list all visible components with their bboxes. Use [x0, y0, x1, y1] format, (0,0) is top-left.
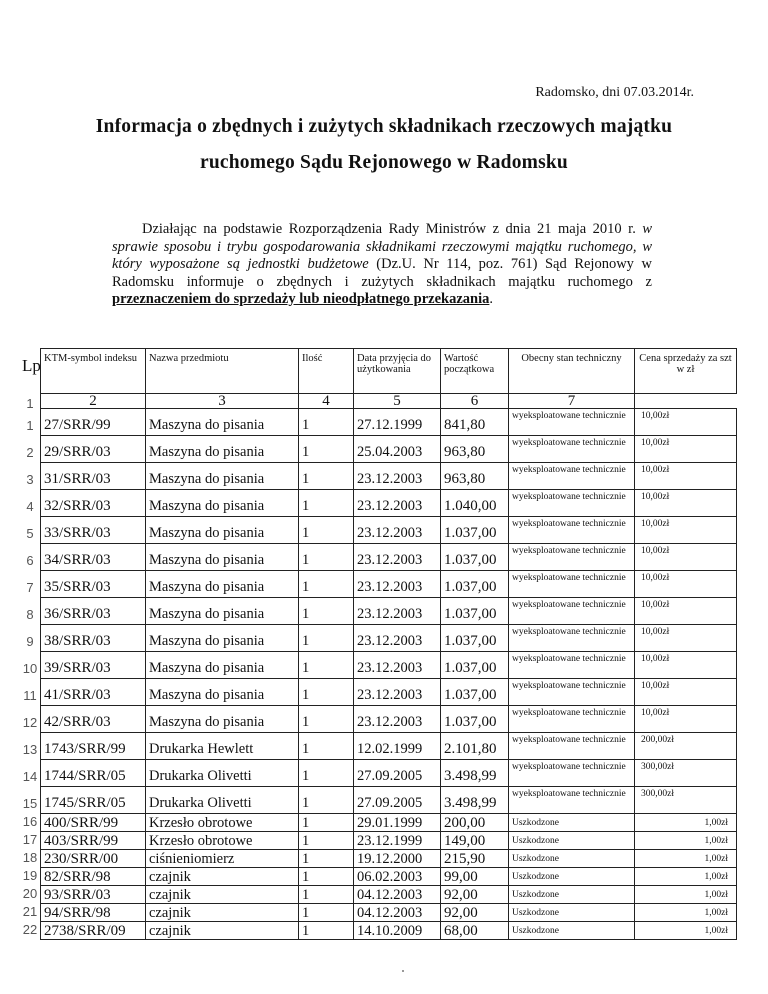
- name-cell: Drukarka Hewlett: [146, 733, 299, 760]
- date-cell: 27.09.2005: [354, 760, 441, 787]
- name-cell: Maszyna do pisania: [146, 544, 299, 571]
- intro-text-3: (Dz.U. Nr 114, poz. 761) Sąd Rejonowy w Radomsku informuje o zbędnych i zużytych składnikach majątku ruchomego z: [112, 256, 652, 290]
- lp-number: 5: [26, 526, 34, 541]
- assets-table-body: [41, 409, 737, 940]
- ktm-cell: 32/SRR/03: [41, 490, 146, 517]
- qty-cell: 1: [299, 886, 354, 904]
- lp-number: 8: [26, 607, 34, 622]
- qty-cell: 1: [299, 598, 354, 625]
- state-cell: wyeksploatowane technicznie: [509, 409, 635, 436]
- state-cell: wyeksploatowane technicznie: [509, 544, 635, 571]
- qty-cell: 1: [299, 922, 354, 940]
- lp-number: 13: [22, 742, 38, 757]
- intro-text-1: Działając na podstawie Rozporządzenia Rady Ministrów z dnia 21 maja 2010 r.: [142, 221, 643, 237]
- ktm-cell: 230/SRR/00: [41, 850, 146, 868]
- value-cell: 3.498,99: [441, 760, 509, 787]
- value-cell: 149,00: [441, 832, 509, 850]
- header-name: Nazwa przedmiotu: [146, 349, 299, 394]
- value-cell: 2.101,80: [441, 733, 509, 760]
- qty-cell: 1: [299, 463, 354, 490]
- state-cell: Uszkodzone: [509, 922, 635, 940]
- table-row: [41, 760, 737, 787]
- price-cell: 10,00zł: [635, 598, 737, 625]
- name-cell: Maszyna do pisania: [146, 463, 299, 490]
- price-cell: 10,00zł: [635, 409, 737, 436]
- qty-cell: 1: [299, 571, 354, 598]
- name-cell: ciśnieniomierz: [146, 850, 299, 868]
- price-cell: 1,00zł: [635, 814, 737, 832]
- value-cell: 99,00: [441, 868, 509, 886]
- state-cell: wyeksploatowane technicznie: [509, 463, 635, 490]
- intro-text-italic: w sprawie sposobu i trybu gospodarowania składnikami rzeczowymi majątku ruchomego, w który wyposażone są jednostki budżetowe: [112, 221, 652, 272]
- name-cell: Drukarka Olivetti: [146, 787, 299, 814]
- lp-number: 7: [26, 580, 34, 595]
- ktm-cell: 38/SRR/03: [41, 625, 146, 652]
- table-row: [41, 886, 737, 904]
- state-cell: wyeksploatowane technicznie: [509, 760, 635, 787]
- column-number-row: [41, 394, 737, 409]
- date-cell: 12.02.1999: [354, 733, 441, 760]
- value-cell: 200,00: [441, 814, 509, 832]
- scan-speck: [402, 970, 404, 972]
- price-cell: 10,00zł: [635, 490, 737, 517]
- ktm-cell: 2738/SRR/09: [41, 922, 146, 940]
- name-cell: Krzesło obrotowe: [146, 832, 299, 850]
- header-ktm: KTM-symbol indeksu: [41, 349, 146, 394]
- state-cell: wyeksploatowane technicznie: [509, 787, 635, 814]
- header-qty: Ilość: [299, 349, 354, 394]
- value-cell: 963,80: [441, 436, 509, 463]
- name-cell: Maszyna do pisania: [146, 436, 299, 463]
- table-row: [41, 625, 737, 652]
- assets-table: [40, 348, 737, 940]
- value-cell: 1.037,00: [441, 706, 509, 733]
- date-cell: 23.12.2003: [354, 517, 441, 544]
- value-cell: 1.037,00: [441, 571, 509, 598]
- name-cell: Maszyna do pisania: [146, 598, 299, 625]
- state-cell: Uszkodzone: [509, 814, 635, 832]
- document-title-line2: ruchomego Sądu Rejonowego w Radomsku: [200, 152, 568, 173]
- ktm-cell: 41/SRR/03: [41, 679, 146, 706]
- table-row: [41, 463, 737, 490]
- table-row: [41, 436, 737, 463]
- date-cell: 04.12.2003: [354, 904, 441, 922]
- price-cell: 200,00zł: [635, 733, 737, 760]
- ktm-cell: 29/SRR/03: [41, 436, 146, 463]
- table-row: [41, 850, 737, 868]
- ktm-cell: 35/SRR/03: [41, 571, 146, 598]
- price-cell: 10,00zł: [635, 679, 737, 706]
- price-cell: 1,00zł: [635, 850, 737, 868]
- header-value: Wartość początkowa: [441, 349, 509, 394]
- qty-cell: 1: [299, 904, 354, 922]
- value-cell: 1.037,00: [441, 544, 509, 571]
- state-cell: Uszkodzone: [509, 904, 635, 922]
- price-cell: 10,00zł: [635, 463, 737, 490]
- table-row: [41, 598, 737, 625]
- ktm-cell: 400/SRR/99: [41, 814, 146, 832]
- price-cell: 300,00zł: [635, 760, 737, 787]
- name-cell: czajnik: [146, 886, 299, 904]
- lp-number: 18: [22, 850, 38, 865]
- table-row: [41, 787, 737, 814]
- value-cell: 1.037,00: [441, 679, 509, 706]
- name-cell: Krzesło obrotowe: [146, 814, 299, 832]
- qty-cell: 1: [299, 517, 354, 544]
- table-row: [41, 652, 737, 679]
- price-cell: 10,00zł: [635, 517, 737, 544]
- state-cell: wyeksploatowane technicznie: [509, 436, 635, 463]
- table-row: [41, 922, 737, 940]
- lp-number: 16: [22, 814, 38, 829]
- qty-cell: 1: [299, 679, 354, 706]
- price-cell: 10,00zł: [635, 571, 737, 598]
- value-cell: 1.037,00: [441, 625, 509, 652]
- qty-cell: 1: [299, 832, 354, 850]
- value-cell: 92,00: [441, 886, 509, 904]
- value-cell: 215,90: [441, 850, 509, 868]
- column-number: 6: [441, 394, 509, 409]
- date-cell: 19.12.2000: [354, 850, 441, 868]
- table-row: [41, 832, 737, 850]
- date-cell: 23.12.2003: [354, 544, 441, 571]
- state-cell: Uszkodzone: [509, 850, 635, 868]
- name-cell: Maszyna do pisania: [146, 517, 299, 544]
- value-cell: 68,00: [441, 922, 509, 940]
- ktm-cell: 31/SRR/03: [41, 463, 146, 490]
- qty-cell: 1: [299, 436, 354, 463]
- date-cell: 25.04.2003: [354, 436, 441, 463]
- qty-cell: 1: [299, 850, 354, 868]
- lp-number: 17: [22, 832, 38, 847]
- ktm-cell: 33/SRR/03: [41, 517, 146, 544]
- state-cell: wyeksploatowane technicznie: [509, 652, 635, 679]
- qty-cell: 1: [299, 814, 354, 832]
- price-cell: 10,00zł: [635, 544, 737, 571]
- table-row: [41, 490, 737, 517]
- value-cell: 3.498,99: [441, 787, 509, 814]
- table-row: [41, 814, 737, 832]
- qty-cell: 1: [299, 625, 354, 652]
- date-cell: 29.01.1999: [354, 814, 441, 832]
- lp-number: 6: [26, 553, 34, 568]
- ktm-cell: 42/SRR/03: [41, 706, 146, 733]
- document-title-line1: Informacja o zbędnych i zużytych składnikach rzeczowych majątku: [95, 116, 673, 137]
- ktm-cell: 1743/SRR/99: [41, 733, 146, 760]
- date-cell: 23.12.2003: [354, 490, 441, 517]
- intro-text-end: .: [489, 291, 494, 307]
- value-cell: 963,80: [441, 463, 509, 490]
- table-row: [41, 679, 737, 706]
- name-cell: Maszyna do pisania: [146, 571, 299, 598]
- qty-cell: 1: [299, 409, 354, 436]
- table-row: [41, 904, 737, 922]
- ktm-cell: 1744/SRR/05: [41, 760, 146, 787]
- intro-paragraph: [112, 221, 652, 309]
- name-cell: czajnik: [146, 922, 299, 940]
- state-cell: wyeksploatowane technicznie: [509, 517, 635, 544]
- name-cell: Maszyna do pisania: [146, 706, 299, 733]
- date-cell: 23.12.2003: [354, 679, 441, 706]
- state-cell: wyeksploatowane technicznie: [509, 679, 635, 706]
- price-cell: 1,00zł: [635, 832, 737, 850]
- column-number: 5: [354, 394, 441, 409]
- name-cell: czajnik: [146, 904, 299, 922]
- qty-cell: 1: [299, 733, 354, 760]
- name-cell: Maszyna do pisania: [146, 679, 299, 706]
- date-cell: 23.12.2003: [354, 706, 441, 733]
- date-cell: 23.12.2003: [354, 598, 441, 625]
- ktm-cell: 27/SRR/99: [41, 409, 146, 436]
- qty-cell: 1: [299, 652, 354, 679]
- price-cell: 300,00zł: [635, 787, 737, 814]
- date-cell: 23.12.1999: [354, 832, 441, 850]
- table-row: [41, 544, 737, 571]
- table-row: [41, 409, 737, 436]
- ktm-cell: 403/SRR/99: [41, 832, 146, 850]
- name-cell: Maszyna do pisania: [146, 490, 299, 517]
- state-cell: wyeksploatowane technicznie: [509, 571, 635, 598]
- lp-number: 21: [22, 904, 38, 919]
- ktm-cell: 36/SRR/03: [41, 598, 146, 625]
- table-row: [41, 517, 737, 544]
- price-cell: 1,00zł: [635, 886, 737, 904]
- state-cell: wyeksploatowane technicznie: [509, 733, 635, 760]
- date-cell: 04.12.2003: [354, 886, 441, 904]
- table-row: [41, 571, 737, 598]
- date-cell: 23.12.2003: [354, 463, 441, 490]
- intro-text-underlined: przeznaczeniem do sprzedaży lub nieodpłatnego przekazania: [112, 291, 490, 307]
- lp-number: 19: [22, 868, 38, 883]
- lp-number: 12: [22, 715, 38, 730]
- price-cell: 1,00zł: [635, 868, 737, 886]
- lp-number: 2: [26, 445, 34, 460]
- price-cell: 10,00zł: [635, 652, 737, 679]
- price-cell: 10,00zł: [635, 706, 737, 733]
- value-cell: 841,80: [441, 409, 509, 436]
- date-cell: 06.02.2003: [354, 868, 441, 886]
- lp-column-number: 1: [26, 396, 34, 411]
- place-date: Radomsko, dni 07.03.2014r.: [535, 85, 694, 100]
- ktm-cell: 34/SRR/03: [41, 544, 146, 571]
- date-cell: 23.12.2003: [354, 625, 441, 652]
- date-cell: 27.09.2005: [354, 787, 441, 814]
- date-cell: 23.12.2003: [354, 652, 441, 679]
- qty-cell: 1: [299, 544, 354, 571]
- ktm-cell: 39/SRR/03: [41, 652, 146, 679]
- name-cell: Maszyna do pisania: [146, 625, 299, 652]
- qty-cell: 1: [299, 868, 354, 886]
- state-cell: Uszkodzone: [509, 886, 635, 904]
- value-cell: 1.037,00: [441, 517, 509, 544]
- lp-number: 11: [23, 688, 37, 703]
- header-state: Obecny stan techniczny: [509, 349, 635, 394]
- name-cell: Maszyna do pisania: [146, 652, 299, 679]
- state-cell: Uszkodzone: [509, 868, 635, 886]
- table-row: [41, 706, 737, 733]
- name-cell: czajnik: [146, 868, 299, 886]
- qty-cell: 1: [299, 760, 354, 787]
- column-number: 4: [299, 394, 354, 409]
- lp-number: 3: [26, 472, 34, 487]
- name-cell: Drukarka Olivetti: [146, 760, 299, 787]
- price-cell: 1,00zł: [635, 904, 737, 922]
- lp-number: 22: [22, 922, 38, 937]
- lp-number: 20: [22, 886, 38, 901]
- date-cell: 27.12.1999: [354, 409, 441, 436]
- header-date: Data przyjęcia do użytkowania: [354, 349, 441, 394]
- state-cell: wyeksploatowane technicznie: [509, 706, 635, 733]
- state-cell: Uszkodzone: [509, 832, 635, 850]
- state-cell: wyeksploatowane technicznie: [509, 598, 635, 625]
- name-cell: Maszyna do pisania: [146, 409, 299, 436]
- value-cell: 1.040,00: [441, 490, 509, 517]
- price-cell: 1,00zł: [635, 922, 737, 940]
- lp-number: 14: [22, 769, 38, 784]
- header-price: Cena sprzedaży za szt w zł: [635, 349, 737, 394]
- lp-number: 1: [26, 418, 34, 433]
- lp-column-header: Lp: [22, 356, 41, 375]
- state-cell: wyeksploatowane technicznie: [509, 625, 635, 652]
- column-number: 7: [509, 394, 635, 409]
- ktm-cell: 94/SRR/98: [41, 904, 146, 922]
- lp-number: 15: [22, 796, 38, 811]
- value-cell: 1.037,00: [441, 598, 509, 625]
- lp-number: 9: [26, 634, 34, 649]
- qty-cell: 1: [299, 706, 354, 733]
- table-row: [41, 733, 737, 760]
- qty-cell: 1: [299, 787, 354, 814]
- value-cell: 1.037,00: [441, 652, 509, 679]
- ktm-cell: 82/SRR/98: [41, 868, 146, 886]
- ktm-cell: 93/SRR/03: [41, 886, 146, 904]
- lp-number: 10: [22, 661, 38, 676]
- date-cell: 23.12.2003: [354, 571, 441, 598]
- lp-number: 4: [26, 499, 34, 514]
- price-cell: 10,00zł: [635, 625, 737, 652]
- date-cell: 14.10.2009: [354, 922, 441, 940]
- value-cell: 92,00: [441, 904, 509, 922]
- price-cell: 10,00zł: [635, 436, 737, 463]
- ktm-cell: 1745/SRR/05: [41, 787, 146, 814]
- state-cell: wyeksploatowane technicznie: [509, 490, 635, 517]
- column-number: 3: [146, 394, 299, 409]
- qty-cell: 1: [299, 490, 354, 517]
- column-number: 2: [41, 394, 146, 409]
- table-row: [41, 868, 737, 886]
